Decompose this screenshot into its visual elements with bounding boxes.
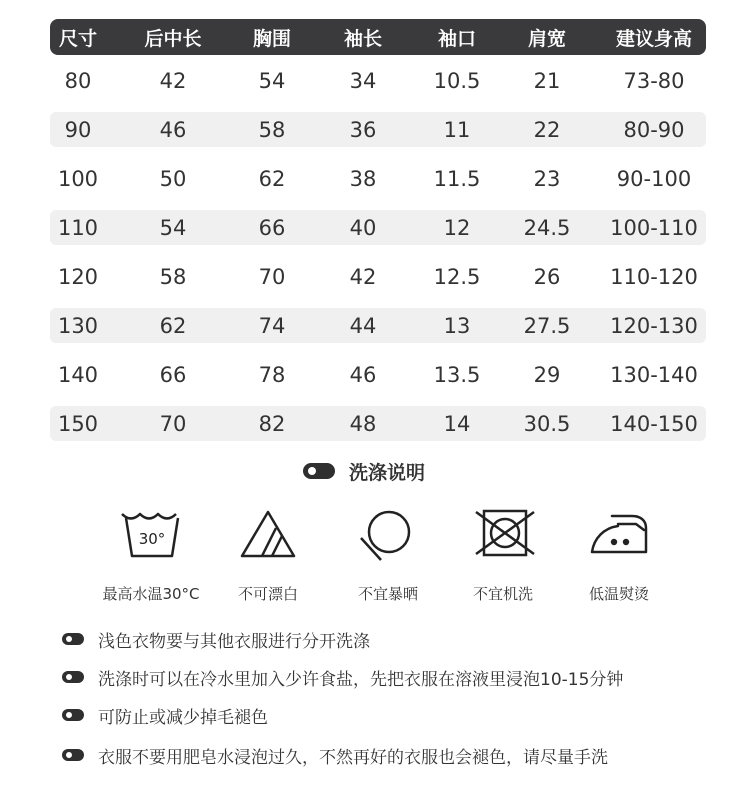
table-cell: 29 (533, 362, 561, 387)
table-cell: 13.5 (433, 362, 481, 387)
table-row (50, 161, 706, 196)
table-cell: 70 (258, 264, 286, 289)
table-cell: 12 (443, 215, 471, 240)
table-cell: 100-110 (610, 215, 698, 240)
bullet-icon (62, 749, 84, 761)
table-row (50, 112, 706, 147)
wash-section-title (303, 458, 425, 484)
table-row (50, 308, 706, 343)
tip-text: 衣服不要用肥皂水浸泡过久，不然再好的衣服也会褪色，请尽量手洗 (98, 747, 608, 768)
care-label-no-sun: 不宜暴晒 (357, 585, 418, 603)
iron-low-icon (588, 508, 652, 564)
table-cell: 70 (159, 411, 187, 436)
table-cell: 11.5 (433, 166, 481, 191)
tip-item (62, 741, 608, 769)
table-cell: 140 (57, 362, 99, 387)
table-cell: 140-150 (610, 411, 698, 436)
table-cell: 78 (258, 362, 286, 387)
table-cell: 40 (349, 215, 377, 240)
table-cell: 24.5 (523, 215, 571, 240)
size-table-header (50, 19, 706, 55)
table-cell: 50 (159, 166, 187, 191)
table-cell: 120-130 (610, 313, 698, 338)
tip-item (62, 625, 370, 653)
table-cell: 46 (159, 117, 187, 142)
table-cell: 44 (349, 313, 377, 338)
table-cell: 90-100 (616, 166, 692, 191)
bleach-triangle-icon (238, 508, 298, 564)
header-sleeve-length: 袖长 (343, 27, 382, 50)
table-cell: 62 (258, 166, 286, 191)
table-cell: 66 (258, 215, 286, 240)
toggle-icon (303, 463, 335, 479)
header-height: 建议身高 (615, 27, 692, 50)
table-cell: 27.5 (523, 313, 571, 338)
table-cell: 80 (64, 68, 92, 93)
table-cell: 34 (349, 68, 377, 93)
table-cell: 58 (159, 264, 187, 289)
table-cell: 13 (443, 313, 471, 338)
table-cell: 12.5 (433, 264, 481, 289)
table-cell: 10.5 (433, 68, 481, 93)
table-cell: 80-90 (623, 117, 685, 142)
tip-item (62, 701, 268, 729)
table-cell: 66 (159, 362, 187, 387)
tip-item (62, 663, 623, 691)
header-cuff: 袖口 (437, 27, 476, 50)
table-cell: 100 (57, 166, 99, 191)
table-cell: 48 (349, 411, 377, 436)
table-row (50, 210, 706, 245)
size-table (50, 19, 706, 436)
table-cell: 62 (159, 313, 187, 338)
care-label-wash-temp: 最高水温30°C (102, 585, 200, 603)
table-cell: 110-120 (610, 264, 698, 289)
header-chest: 胸围 (252, 27, 291, 50)
table-cell: 46 (349, 362, 377, 387)
bullet-icon (62, 709, 84, 721)
table-cell: 26 (533, 264, 561, 289)
bullet-icon (62, 671, 84, 683)
table-cell: 22 (533, 117, 561, 142)
no-machine-wash-icon (474, 508, 536, 564)
table-cell: 82 (258, 411, 286, 436)
table-cell: 11 (443, 117, 471, 142)
table-cell: 14 (443, 411, 471, 436)
care-label-low-iron: 低温熨烫 (588, 585, 649, 603)
table-cell: 36 (349, 117, 377, 142)
table-cell: 130-140 (610, 362, 698, 387)
table-cell: 54 (258, 68, 286, 93)
wash-title-text: 洗涤说明 (349, 461, 426, 484)
table-cell: 90 (64, 117, 92, 142)
table-cell: 74 (258, 313, 286, 338)
care-label-no-machine: 不宜机洗 (472, 585, 533, 603)
tumble-dry-icon (357, 508, 417, 568)
header-shoulder: 肩宽 (527, 27, 566, 50)
wash-temp-label: 30° (138, 530, 166, 548)
table-cell: 130 (57, 313, 99, 338)
tip-text: 洗涤时可以在冷水里加入少许食盐，先把衣服在溶液里浸泡10-15分钟 (98, 669, 624, 690)
table-cell: 38 (349, 166, 377, 191)
tip-text: 可防止或减少掉毛褪色 (98, 707, 268, 728)
table-row (50, 357, 706, 392)
bullet-icon (62, 633, 84, 645)
table-cell: 120 (57, 264, 99, 289)
care-label-no-bleach: 不可漂白 (237, 585, 298, 603)
table-cell: 23 (533, 166, 561, 191)
table-cell: 30.5 (523, 411, 571, 436)
table-row (50, 63, 706, 98)
table-row (50, 406, 706, 441)
table-cell: 21 (533, 68, 561, 93)
table-cell: 58 (258, 117, 286, 142)
table-cell: 110 (57, 215, 99, 240)
table-cell: 150 (57, 411, 99, 436)
table-cell: 42 (349, 264, 377, 289)
wash-tub-icon (120, 508, 184, 564)
header-back-length: 后中长 (144, 27, 202, 50)
table-cell: 54 (159, 215, 187, 240)
table-row (50, 259, 706, 294)
tip-text: 浅色衣物要与其他衣服进行分开洗涤 (98, 631, 370, 652)
table-cell: 42 (159, 68, 187, 93)
header-size: 尺寸 (58, 27, 97, 50)
table-cell: 73-80 (623, 68, 685, 93)
